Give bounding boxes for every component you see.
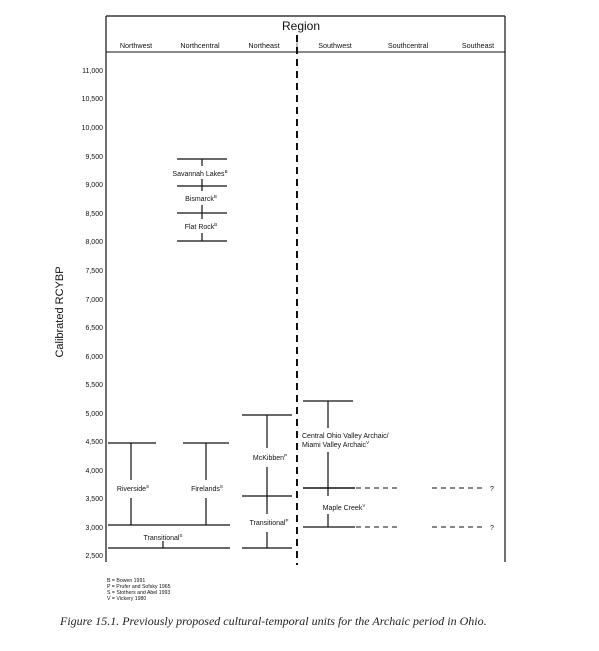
y-tick-label: 6,500 xyxy=(85,325,103,332)
y-tick-label: 6,000 xyxy=(85,354,103,361)
unit-label-maple-creek: Maple Creek$^V$ xyxy=(322,503,366,512)
southern-dashed-extensions xyxy=(356,488,484,527)
y-tick-label: 9,500 xyxy=(85,154,103,161)
unit-label-riverside: Riverside$^S$ xyxy=(116,484,150,493)
unit-label-flat-rock: Flat Rock$^B$ xyxy=(184,222,218,231)
unit-label-savannah-lakes: Savannah Lakes$^B$ xyxy=(172,169,228,178)
unit-label-miami-valley-archaic: Miami Valley Archaic$^V$ xyxy=(302,440,370,449)
y-tick-label: 8,500 xyxy=(85,211,103,218)
column-header-southcentral: Southcentral xyxy=(387,41,429,50)
y-tick-label: 9,000 xyxy=(85,182,103,189)
northwest-late-bars xyxy=(108,443,230,548)
y-tick-label: 8,000 xyxy=(85,239,103,246)
reference-vickery: V = Vickery 1980 xyxy=(107,596,147,602)
y-tick-label: 3,500 xyxy=(85,496,103,503)
column-header-southeast: Southeast xyxy=(461,41,495,50)
y-tick-label: 10,000 xyxy=(81,125,103,132)
unit-label-central-ohio-valley-archaic: Central Ohio Valley Archaic/ xyxy=(302,433,389,440)
y-tick-label: 5,000 xyxy=(85,411,103,418)
y-tick-label: 11,000 xyxy=(82,68,103,75)
column-header-northwest: Northwest xyxy=(119,41,153,50)
y-tick-label: 4,500 xyxy=(85,439,103,446)
region-title: Region xyxy=(281,19,321,33)
column-header-northcentral: Northcentral xyxy=(180,41,220,50)
unit-label-firelands: Firelands$^S$ xyxy=(191,484,223,493)
unit-label-transitional-nw: Transitional$^S$ xyxy=(143,533,183,542)
unit-label-transitional-ne: Transitional$^P$ xyxy=(249,518,289,527)
reference-stothers: S = Stothers and Abel 1993 xyxy=(107,590,171,596)
y-tick-label: 10,500 xyxy=(81,96,103,103)
y-tick-label: 3,000 xyxy=(85,525,103,532)
column-header-northeast: Northeast xyxy=(248,41,280,50)
y-axis-label: Calibrated RCYBP xyxy=(54,266,66,358)
figure-caption: Figure 15.1. Previously proposed cultural-temporal units for the Archaic period in Ohio. xyxy=(60,614,487,628)
y-tick-label: 7,000 xyxy=(85,297,103,304)
unit-label-mckibben: McKibben$^P$ xyxy=(252,453,288,462)
northeast-bars xyxy=(242,415,292,548)
y-tick-label: 2,500 xyxy=(85,553,103,560)
reference-bowen: B = Bowen 1991 xyxy=(107,578,146,584)
question-mark-upper: ? xyxy=(490,486,494,493)
y-tick-label: 4,000 xyxy=(85,468,103,475)
header-divider-mark: | xyxy=(296,41,298,50)
y-tick-label: 7,500 xyxy=(85,268,103,275)
question-mark-lower: ? xyxy=(490,525,494,532)
reference-prufer: P = Prufer and Sofsky 1965 xyxy=(107,584,171,590)
y-tick-label: 5,500 xyxy=(85,382,103,389)
unit-label-bismarck: Bismarck$^B$ xyxy=(185,194,217,203)
column-header-southwest: Southwest xyxy=(318,41,352,50)
